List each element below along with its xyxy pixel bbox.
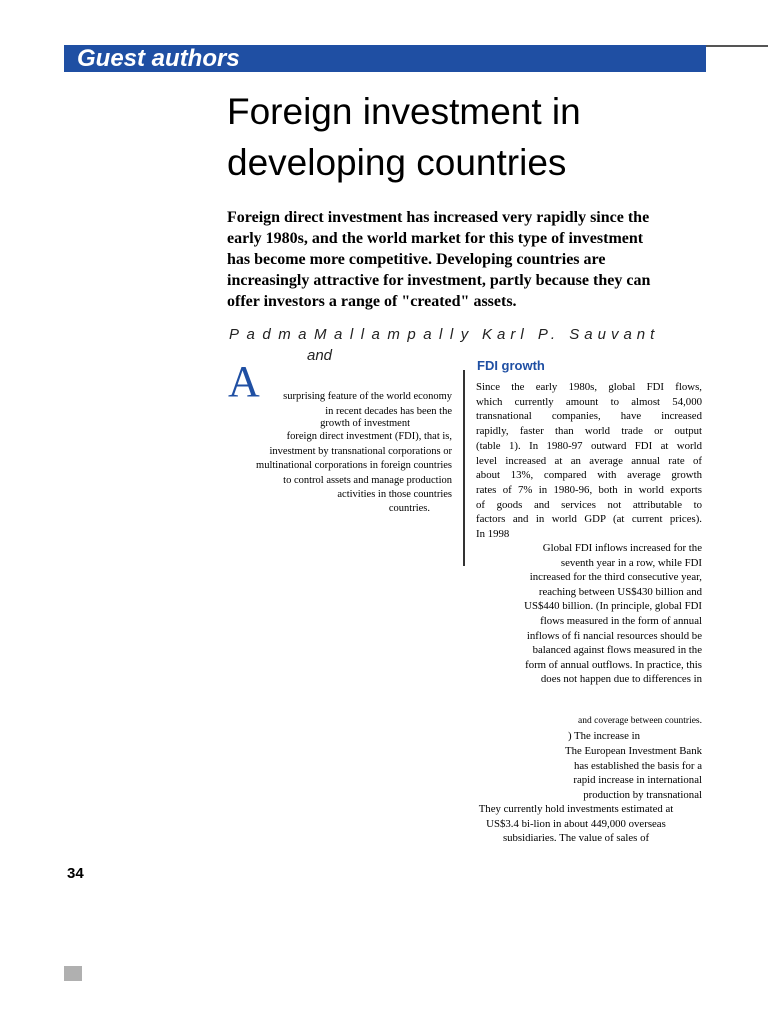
fragment-line: The European Investment Bank — [564, 745, 702, 757]
para2-line: flows measured in the form of annual — [540, 614, 702, 627]
bottom-line: They currently hold investments estimated at — [478, 803, 674, 815]
lede-line: has become more competitive. Developing countries are — [227, 251, 606, 268]
bottom-line: US$3.4 bi-lion in about 449,000 overseas — [486, 817, 666, 830]
fragment-block — [480, 744, 702, 802]
fragment-line: ) The increase in — [567, 730, 640, 742]
para1-line: rates of 7% in 1980-96, both in world exports — [476, 483, 702, 496]
para1-line: In 1998 — [476, 528, 510, 541]
lede-line: offer investors a range of "created" assets. — [227, 293, 517, 310]
left-line: countries. — [388, 503, 430, 514]
lede-paragraph — [227, 207, 687, 312]
para1-line: about 13%, compared with average growth — [476, 469, 702, 482]
title-line: Foreign investment in — [227, 91, 581, 132]
para1-line: level increased at an average annual rate of — [476, 454, 702, 467]
fragment-line: and coverage between countries. — [578, 716, 702, 726]
para2-line: form of annual outflows. In practice, this — [525, 658, 702, 671]
left-line: activities in those countries — [337, 489, 452, 501]
left-line: in recent decades has been the — [325, 406, 452, 417]
para1-line: which currently amount to almost 54,000 — [476, 395, 702, 408]
footer-square — [64, 966, 82, 981]
left-column-intro-tail — [240, 417, 410, 431]
para1-line: (table 1). In 1980-97 outward FDI at world — [476, 439, 702, 452]
left-column-intro — [228, 390, 452, 419]
para1-line: of goods and services not attributable to — [476, 498, 702, 511]
para2-line: increased for the third consecutive year, — [529, 571, 702, 584]
fdi-paragraph-1 — [476, 380, 702, 542]
para2-line: does not happen due to differences in — [540, 673, 702, 686]
left-line: growth of investment — [320, 418, 410, 429]
author-second: Karl P. Sauvant — [482, 326, 660, 343]
fdi-growth-heading: FDI growth — [477, 358, 545, 373]
top-rule — [706, 45, 768, 47]
column-divider — [463, 370, 465, 566]
author-first: PadmaMallampally — [229, 326, 476, 343]
fragment-block — [480, 714, 702, 729]
fragment-line: has established the basis for a — [573, 759, 702, 772]
left-column-body — [228, 430, 452, 503]
bottom-block — [440, 802, 712, 846]
lede-line: increasingly attractive for investment, partly because they can — [227, 272, 651, 289]
para1-line: rapidly, faster than world trade or output — [476, 425, 702, 438]
section-banner — [64, 45, 706, 72]
fragment-block — [480, 729, 640, 744]
bottom-line: subsidiaries. The value of sales of — [502, 832, 650, 845]
page-number: 34 — [67, 865, 84, 882]
section-banner-label: Guest authors — [77, 45, 240, 72]
para2-line: Global FDI inflows increased for the — [542, 542, 702, 554]
para2-line: reaching between US$430 billion and — [538, 585, 702, 598]
article-title — [227, 86, 747, 188]
lede-line: Foreign direct investment has increased very rapidly since the — [227, 209, 650, 226]
title-line: developing countries — [227, 142, 567, 183]
left-line: to control assets and manage production — [283, 474, 452, 486]
para1-line: Since the early 1980s, global FDI flows, — [476, 381, 702, 393]
left-line: foreign direct investment (FDI), that is, — [286, 431, 452, 442]
fragment-line: production by transnational — [583, 788, 702, 801]
drop-cap: A — [228, 357, 260, 406]
fragment-line: rapid increase in international — [573, 774, 702, 787]
para1-line: factors and in world GDP (at current prices). — [476, 513, 702, 526]
left-line: investment by transnational corporations or — [269, 445, 452, 457]
author-and: and — [307, 347, 333, 364]
left-line: surprising feature of the world economy — [283, 391, 452, 402]
para2-line: balanced against flows measured in the — [532, 644, 702, 657]
left-line: multinational corporations in foreign countries — [256, 460, 452, 472]
left-column-end — [228, 502, 430, 516]
para2-line: seventh year in a row, while FDI — [560, 556, 702, 569]
para2-line: US$440 billion. (In principle, global FDI — [524, 600, 702, 613]
para1-line: transnational companies, have increased — [476, 410, 702, 423]
para2-line: inflows of fi nancial resources should be — [526, 629, 702, 642]
lede-line: early 1980s, and the world market for this type of investment — [227, 230, 644, 247]
fdi-paragraph-2 — [476, 541, 702, 687]
